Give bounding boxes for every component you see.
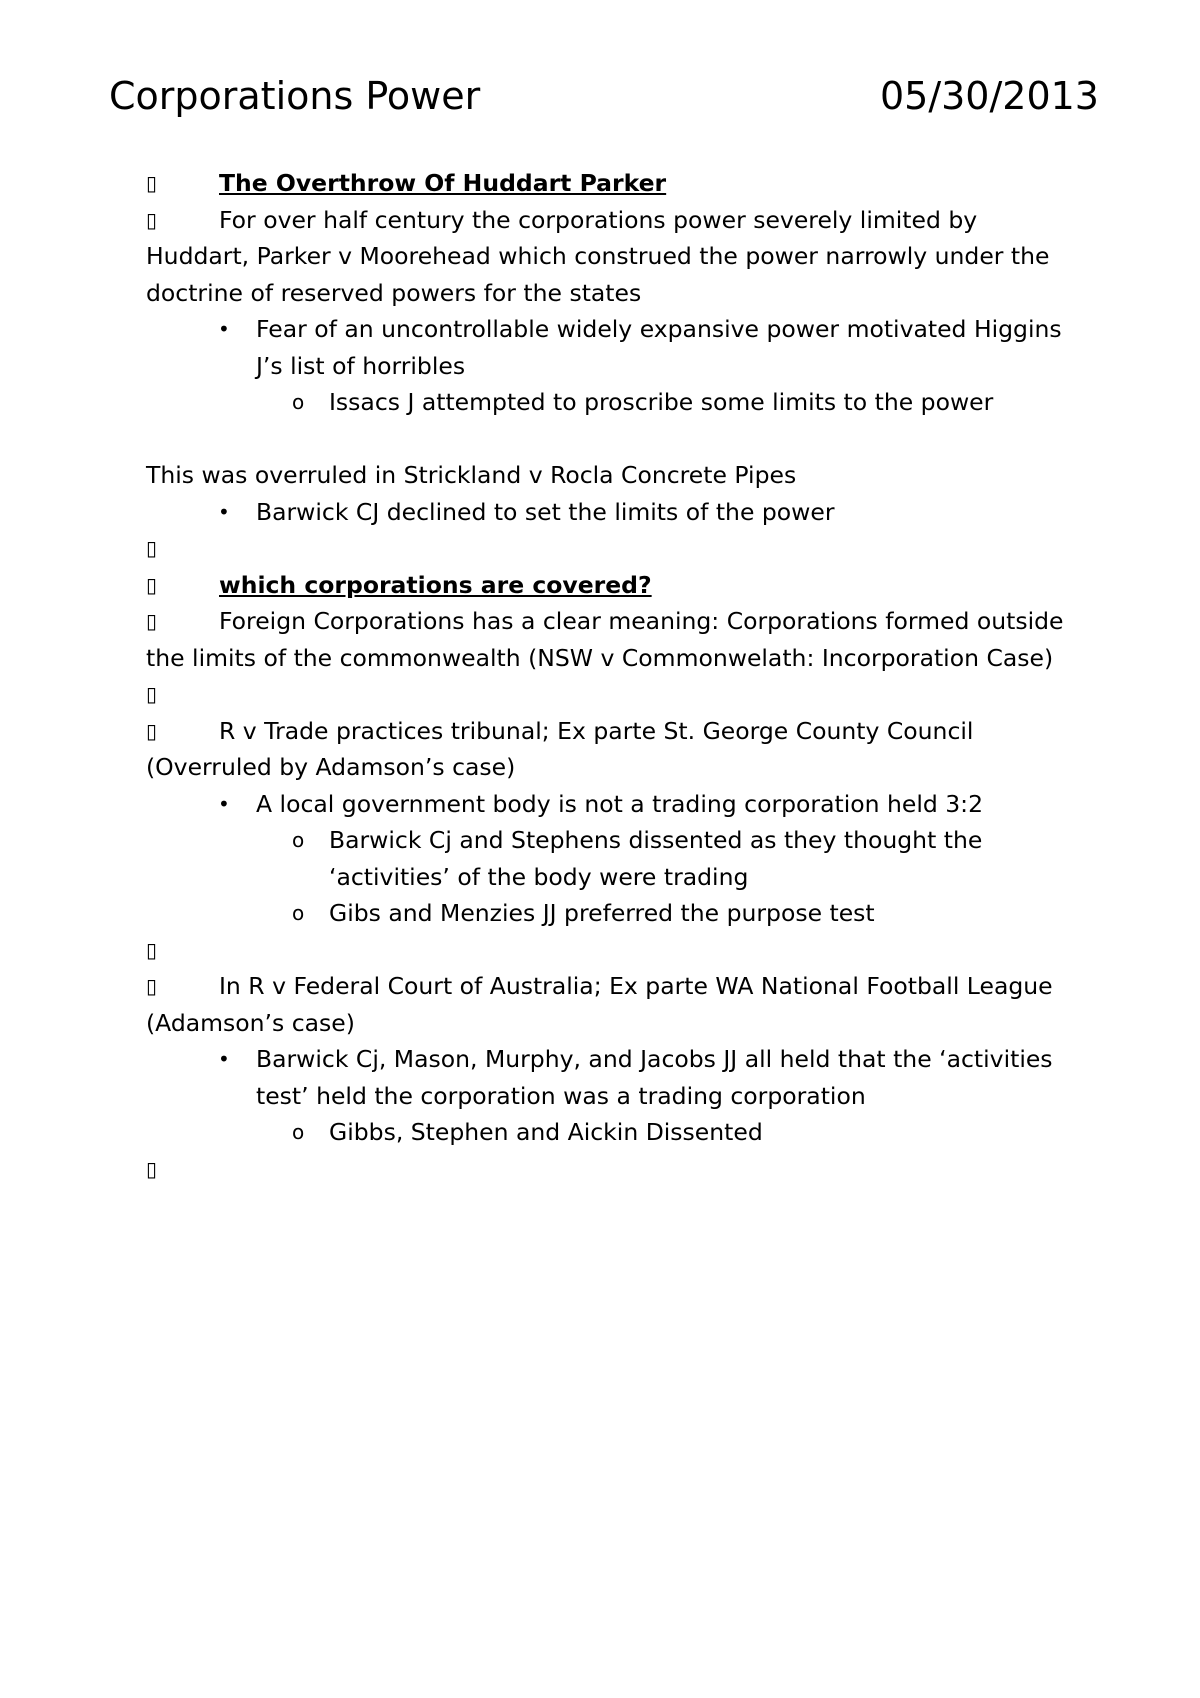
hollow-circle-icon: o <box>292 828 305 852</box>
bullet-icon: • <box>218 791 230 816</box>
paragraph-text: R v Trade practices tribunal; Ex parte St. George County Council (Overruled by Adamson’s case) <box>146 716 974 781</box>
section-heading: The Overthrow Of Huddart Parker <box>219 169 667 197</box>
missing-glyph-icon: ▯ <box>146 682 158 706</box>
sub-bullet-text: Gibbs, Stephen and Aickin Dissented <box>329 1118 763 1146</box>
empty-paragraph <box>146 932 1066 969</box>
missing-glyph-icon: ▯ <box>146 536 158 560</box>
hollow-circle-icon: o <box>292 1120 305 1144</box>
paragraph-text: Foreign Corporations has a clear meaning: Corporations formed outside the limits of the commonwealth (NSW v Commonwelath: Incorporation Case) <box>146 607 1064 672</box>
bullet-item <box>146 494 1066 531</box>
page-header <box>109 70 1099 122</box>
bullet-item <box>146 311 1066 384</box>
hollow-circle-icon: o <box>292 390 305 414</box>
missing-glyph-icon: ▯ <box>146 609 158 633</box>
document-title: Corporations Power <box>109 74 481 118</box>
bullet-text: Barwick CJ declined to set the limits of the power <box>256 497 835 526</box>
missing-glyph-icon: ▯ <box>146 974 158 998</box>
sub-bullet-text: Issacs J attempted to proscribe some limits to the power <box>329 388 994 416</box>
missing-glyph-icon: ▯ <box>146 207 158 232</box>
document-date: 05/30/2013 <box>879 74 1099 118</box>
paragraph-text: In R v Federal Court of Australia; Ex parte WA National Football League (Adamson’s case) <box>146 972 1053 1037</box>
sub-bullet-item <box>146 1114 1066 1151</box>
sub-bullet-item <box>146 384 1066 421</box>
section-heading-paragraph <box>146 165 1066 202</box>
sub-bullet-text: Gibs and Menzies JJ preferred the purpose test <box>329 899 875 927</box>
paragraph-text: This was overruled in Strickland v Rocla Concrete Pipes <box>146 461 797 489</box>
missing-glyph-icon: ▯ <box>146 572 158 597</box>
document-body <box>146 165 1066 1187</box>
bullet-item <box>146 786 1066 823</box>
paragraph <box>146 202 1066 312</box>
paragraph <box>146 713 1066 786</box>
empty-paragraph <box>146 1151 1066 1188</box>
paragraph <box>146 457 1066 494</box>
missing-glyph-icon: ▯ <box>146 1156 158 1181</box>
missing-glyph-icon: ▯ <box>146 937 158 962</box>
missing-glyph-icon: ▯ <box>146 171 158 195</box>
bullet-icon: • <box>218 317 230 341</box>
empty-paragraph <box>146 530 1066 567</box>
sub-bullet-item <box>146 822 1066 895</box>
missing-glyph-icon: ▯ <box>146 718 158 743</box>
sub-bullet-text: Barwick Cj and Stephens dissented as they thought the ‘activities’ of the body were trading <box>329 826 983 891</box>
bullet-text: Barwick Cj, Mason, Murphy, and Jacobs JJ all held that the ‘activities test’ held the corporation was a trading corporation <box>256 1045 1053 1110</box>
bullet-icon: • <box>218 499 230 524</box>
bullet-icon: • <box>218 1047 230 1071</box>
hollow-circle-icon: o <box>292 901 305 925</box>
section-heading-paragraph <box>146 567 1066 604</box>
section-heading: which corporations are covered? <box>219 570 652 599</box>
sub-bullet-item <box>146 895 1066 932</box>
blank-line <box>146 421 1066 458</box>
bullet-item <box>146 1041 1066 1114</box>
bullet-text: Fear of an uncontrollable widely expansive power motivated Higgins J’s list of horribles <box>256 315 1062 380</box>
bullet-text: A local government body is not a trading corporation held 3:2 <box>256 789 984 818</box>
paragraph <box>146 603 1066 676</box>
paragraph-text: For over half century the corporations power severely limited by Huddart, Parker v Moorehead which construed the power narrowly under the doctrine of reserved powers for the states <box>146 205 1050 307</box>
paragraph <box>146 968 1066 1041</box>
empty-paragraph <box>146 676 1066 713</box>
